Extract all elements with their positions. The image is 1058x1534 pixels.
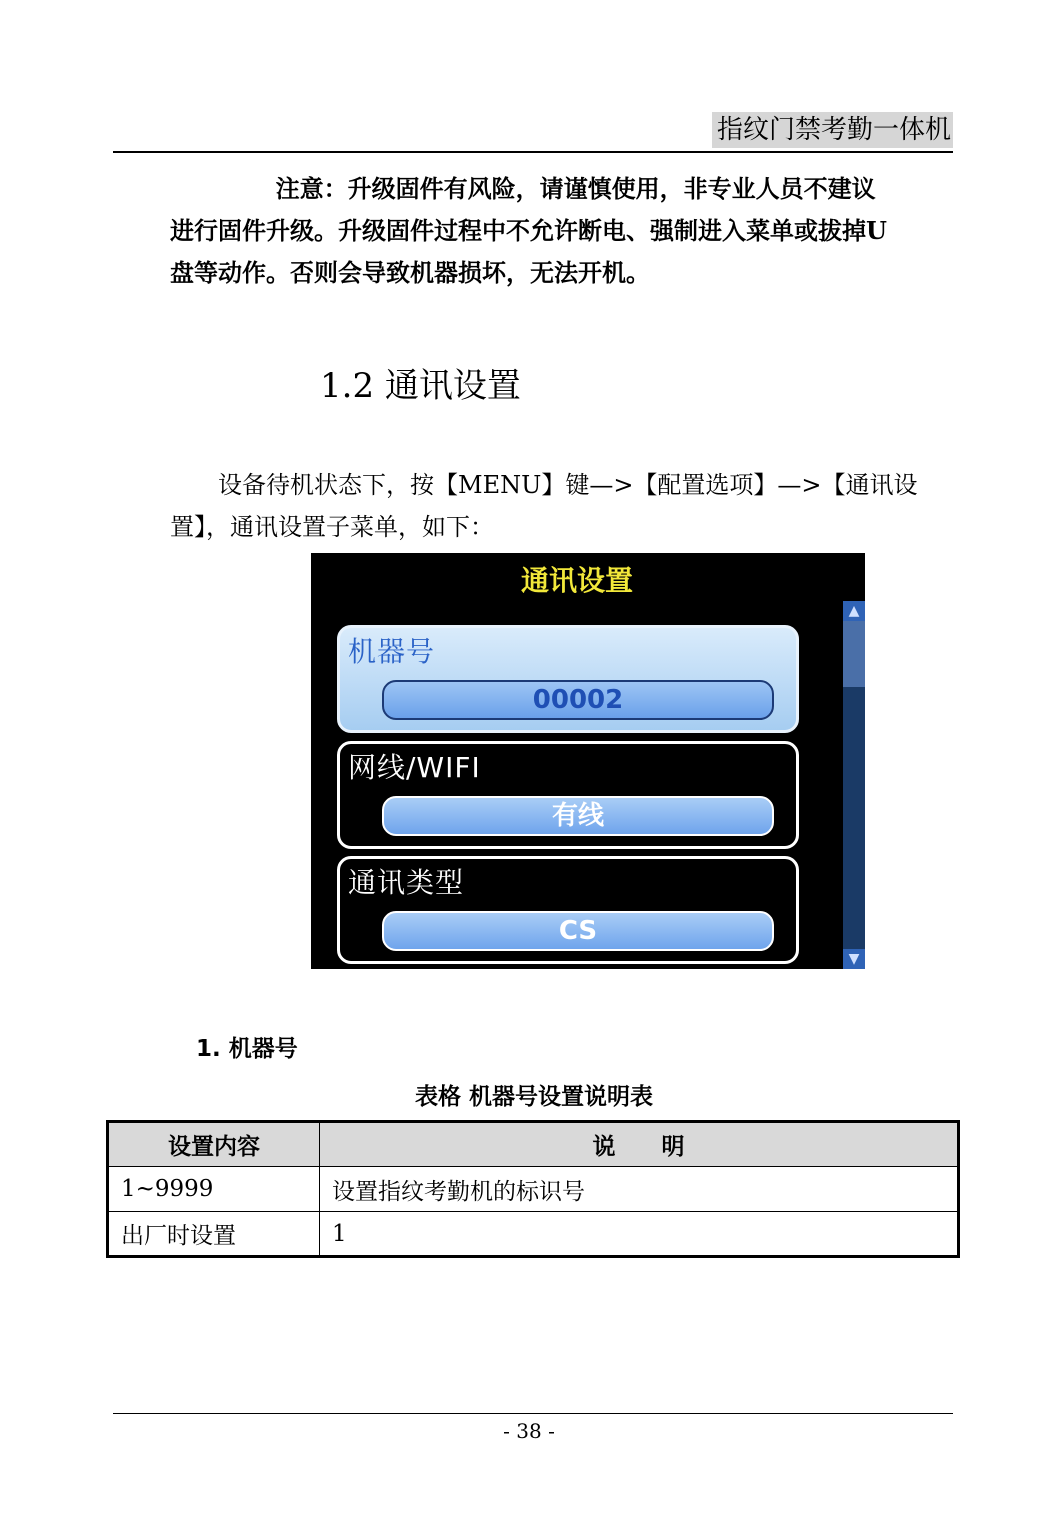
menu-item-comm-type[interactable] (337, 856, 799, 964)
table-cell: 出厂时设置 (108, 1212, 320, 1257)
device-screen-screenshot (311, 553, 865, 969)
intro-text: 设备待机状态下，按【MENU】键—>【配置选项】—>【通讯设置】，通讯设置子菜单，如下： (170, 471, 918, 541)
intro-paragraph (170, 464, 954, 548)
table-cell: 设置指纹考勤机的标识号 (320, 1167, 959, 1212)
scroll-up-icon[interactable]: ▲ (843, 601, 865, 621)
running-header-title: 指纹门禁考勤一体机 (712, 112, 953, 148)
menu-item-value: CS (382, 911, 774, 951)
table-cell: 1~9999 (108, 1167, 320, 1212)
page-number: - 38 - (503, 1419, 555, 1443)
note-line: 盘等动作。否则会导致机器损坏，无法开机。 (170, 258, 650, 287)
note-line: 注意：升级固件有风险，请谨慎使用，非专业人员不建议 (275, 174, 876, 203)
section-heading: 1.2 通讯设置 (320, 366, 521, 406)
table-row (108, 1212, 959, 1257)
subsection-heading: 1. 机器号 (196, 1036, 298, 1062)
table-caption: 表格 机器号设置说明表 (414, 1084, 653, 1110)
menu-item-label: 网线/WIFI (348, 751, 481, 784)
menu-item-network-wifi[interactable] (337, 741, 799, 849)
menu-item-label: 通讯类型 (348, 866, 465, 899)
menu-item-machine-number[interactable] (337, 625, 799, 733)
scroll-down-icon[interactable]: ▼ (843, 949, 865, 969)
scrollbar-thumb[interactable] (843, 621, 865, 687)
table-header-row (108, 1122, 959, 1167)
table-header-cell: 设置内容 (108, 1122, 320, 1167)
header-rule (113, 151, 953, 153)
note-line: 进行固件升级。升级固件过程中不允许断电、强制进入菜单或拔掉U (170, 216, 887, 245)
settings-table (106, 1120, 960, 1258)
warning-note (170, 168, 954, 294)
screen-title: 通讯设置 (520, 564, 633, 597)
table-cell: 1 (320, 1212, 959, 1257)
menu-item-value: 00002 (382, 680, 774, 720)
table-header-cell: 说 明 (320, 1122, 959, 1167)
table-row (108, 1167, 959, 1212)
menu-item-label: 机器号 (348, 635, 436, 668)
menu-item-value: 有线 (382, 796, 774, 836)
